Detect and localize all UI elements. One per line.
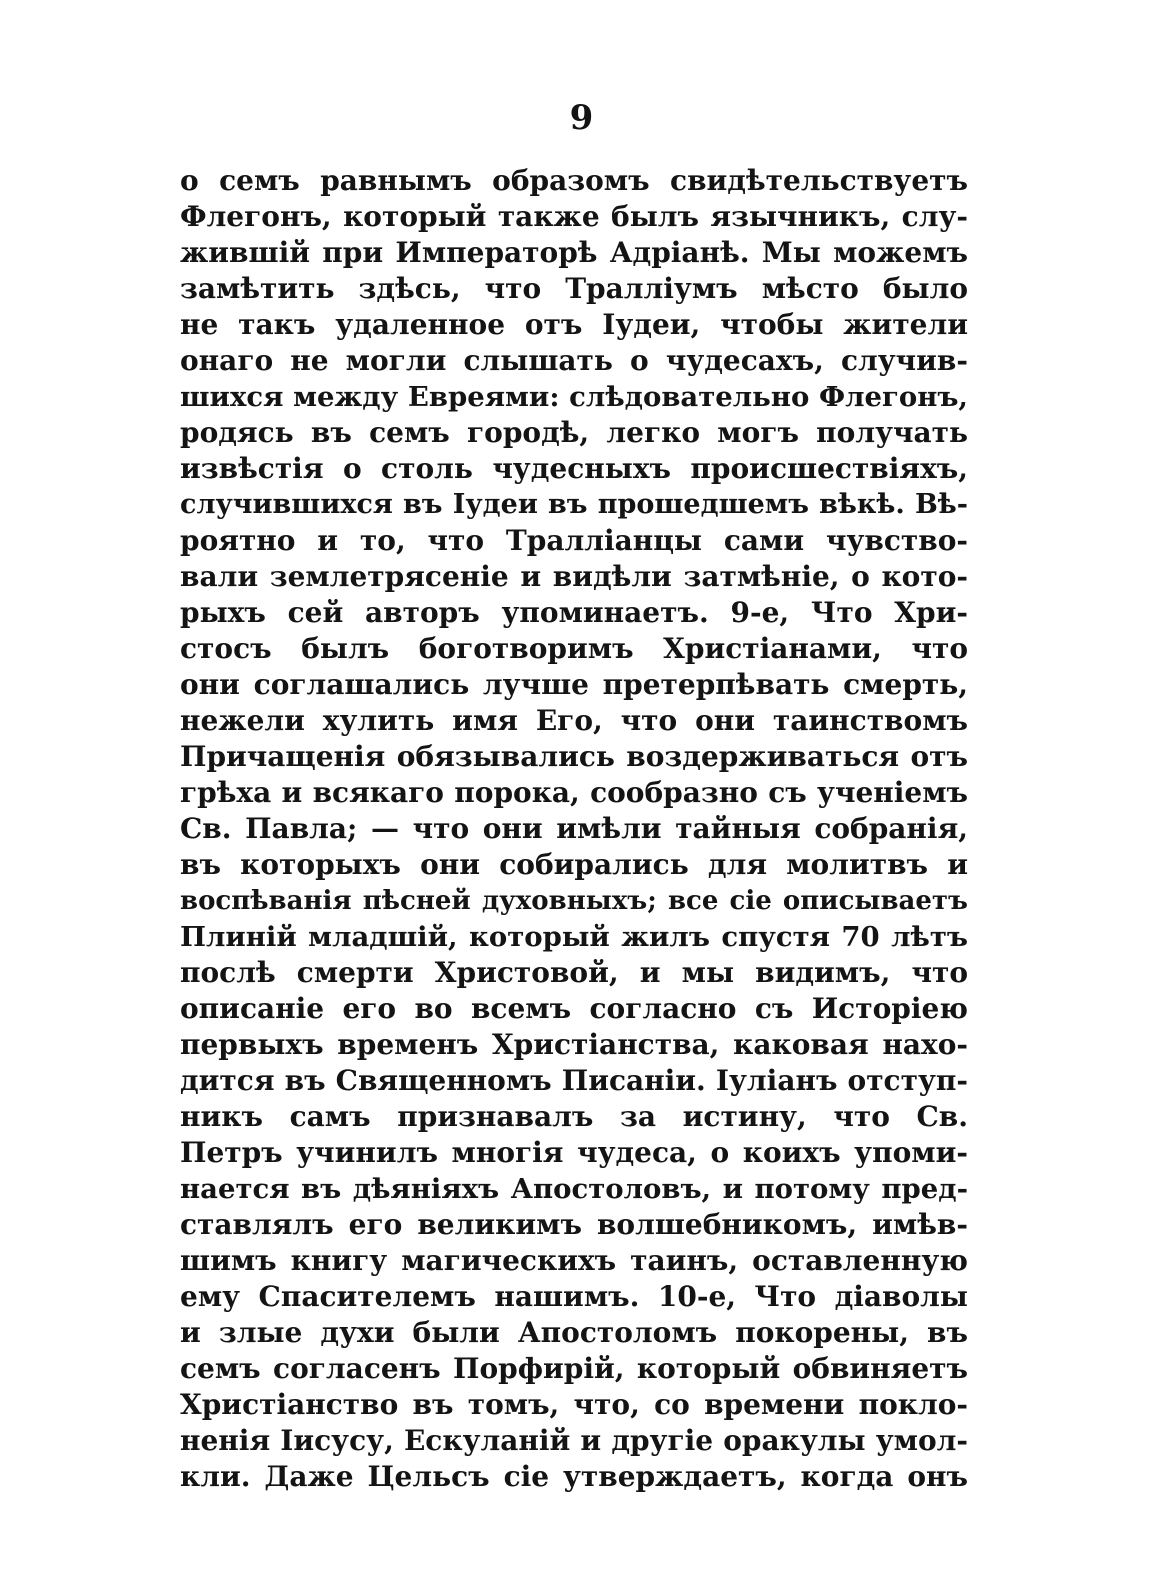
body-text xyxy=(180,163,968,1495)
text-line: они соглашались лучше претерпѣвать смерть, xyxy=(180,668,968,701)
text-line: никъ самъ признавалъ за истину, что Св. xyxy=(180,1100,968,1133)
text-line: въ которыхъ они собирались для молитвъ и xyxy=(180,848,968,881)
text-line: шихся между Евреями: слѣдовательно Флегонъ, xyxy=(180,381,968,413)
text-line: ненія Іисусу, Ескуланій и другіе оракулы умол- xyxy=(180,1424,968,1457)
text-line: грѣха и всякаго порока, сообразно съ ученіемъ xyxy=(180,776,968,809)
text-line: Христіанство въ томъ, что, со времени покло- xyxy=(180,1388,968,1421)
text-line: кли. Даже Цельсъ сіе утверждаетъ, когда онъ xyxy=(180,1460,968,1493)
text-line: извѣстія о столь чудесныхъ происшествіяхъ, xyxy=(180,452,968,485)
text-line: онаго не могли слышать о чудесахъ, случив- xyxy=(180,344,968,377)
text-line: Петръ учинилъ многія чудеса, о коихъ упоми- xyxy=(180,1136,968,1169)
text-line: Плиній младшій, который жилъ спустя 70 лѣтъ xyxy=(180,921,968,953)
text-line: ставлялъ его великимъ волшебникомъ, имѣв- xyxy=(180,1208,968,1241)
text-line: Причащенія обязывались воздерживаться отъ xyxy=(180,740,968,773)
text-line: Флегонъ, который также былъ язычникъ, слу- xyxy=(180,200,968,233)
text-line: воспѣванія пѣсней духовныхъ; все сіе описываетъ xyxy=(180,886,968,916)
text-line: описаніе его во всемъ согласно съ Исторіею xyxy=(180,992,968,1025)
text-line: роятно и то, что Траллiанцы сами чувство- xyxy=(180,524,968,557)
text-line: не такъ удаленное отъ Іудеи, чтобы жители xyxy=(180,308,968,341)
text-line: вали землетрясеніе и видѣли затмѣніе, о кото- xyxy=(180,560,968,593)
text-line: ему Спасителемъ нашимъ. 10-е, Что діаволы xyxy=(180,1280,968,1313)
text-line: родясь въ семъ городѣ, легко могъ получать xyxy=(180,416,968,449)
text-line: стосъ былъ боготворимъ Христіанами, что xyxy=(180,632,968,665)
page-number: 9 xyxy=(569,98,594,138)
text-line: о семъ равнымъ образомъ свидѣтельствуетъ xyxy=(180,164,968,197)
text-line: шимъ книгу магическихъ таинъ, оставленную xyxy=(180,1244,968,1277)
text-line: нается въ дѣяніяхъ Апостоловъ, и потому пред- xyxy=(180,1173,968,1205)
text-line: семъ согласенъ Порфирій, который обвиняетъ xyxy=(180,1352,968,1385)
text-line: рыхъ сей авторъ упоминаетъ. 9-е, Что Хри- xyxy=(180,596,968,629)
text-line: первыхъ временъ Христіанства, каковая нахо- xyxy=(180,1028,968,1061)
text-line: и злые духи были Апостоломъ покорены, въ xyxy=(180,1316,968,1349)
text-line: послѣ смерти Христовой, и мы видимъ, что xyxy=(180,956,968,989)
text-line: дится въ Священномъ Писаніи. Іуліанъ отступ- xyxy=(180,1064,968,1097)
text-line: Св. Павла; — что они имѣли тайныя собранія, xyxy=(180,812,968,845)
text-line: жившій при Императорѣ Адріанѣ. Мы можемъ xyxy=(180,236,968,269)
text-line: случившихся въ Іудеи въ прошедшемъ вѣкѣ. Вѣ- xyxy=(180,489,968,520)
text-line: нежели хулить имя Его, что они таинствомъ xyxy=(180,704,968,737)
text-line: замѣтить здѣсь, что Траллiумъ мѣсто было xyxy=(180,272,968,305)
